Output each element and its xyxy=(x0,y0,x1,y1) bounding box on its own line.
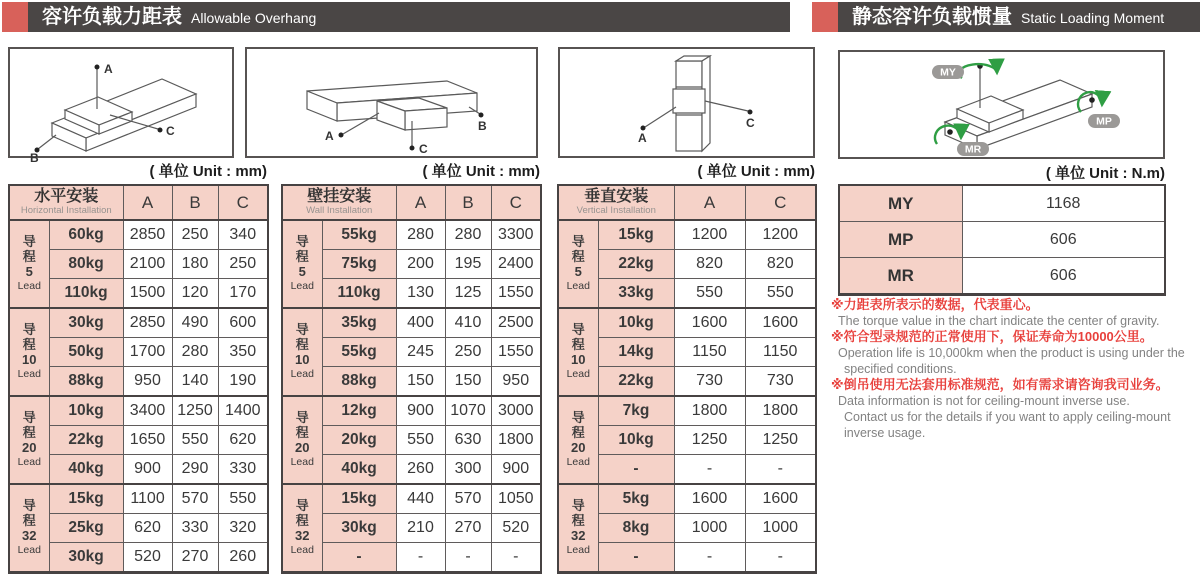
lead-zh: 导程 xyxy=(22,410,36,441)
value-cell: 730 xyxy=(674,367,745,397)
note-line: Contact us for the details if you want to apply ceiling-mount xyxy=(844,410,1171,424)
value-cell: 290 xyxy=(172,455,218,485)
load-cell: 8kg xyxy=(598,514,674,543)
value-cell: 950 xyxy=(491,367,541,397)
load-cell: 88kg xyxy=(49,367,123,397)
value-cell: 245 xyxy=(396,338,445,367)
value-cell: 330 xyxy=(218,455,268,485)
load-cell: 110kg xyxy=(49,279,123,309)
notes-block xyxy=(831,297,1203,441)
value-cell: 260 xyxy=(218,543,268,573)
axis-label-a: A xyxy=(325,129,334,143)
table-row xyxy=(558,308,816,338)
value-cell: 2400 xyxy=(491,250,541,279)
value-cell: 1250 xyxy=(745,426,816,455)
value-cell: 1600 xyxy=(745,484,816,514)
table-row xyxy=(839,185,1165,222)
wall-rail-drawing xyxy=(247,49,536,156)
value-cell: 900 xyxy=(396,396,445,426)
value-cell: 550 xyxy=(396,426,445,455)
value-cell: - xyxy=(491,543,541,573)
horizontal-installation-diagram xyxy=(8,47,234,165)
table-row xyxy=(9,484,268,514)
value-cell: 550 xyxy=(218,484,268,514)
value-cell: 1250 xyxy=(172,396,218,426)
note-line: ※力距表所表示的数据，代表重心。 xyxy=(831,297,1039,312)
value-cell: 900 xyxy=(123,455,172,485)
value-cell: 260 xyxy=(396,455,445,485)
load-cell: 33kg xyxy=(598,279,674,309)
value-cell: 280 xyxy=(396,220,445,250)
value-cell: 630 xyxy=(445,426,491,455)
value-cell: 1050 xyxy=(491,484,541,514)
column-header-c: C xyxy=(745,185,816,220)
value-cell: 1800 xyxy=(745,396,816,426)
note-line: Data information is not for ceiling-mount inverse use. xyxy=(838,394,1130,408)
table-header-row xyxy=(558,185,816,220)
value-cell: 280 xyxy=(445,220,491,250)
horizontal-rail-drawing xyxy=(10,49,232,165)
lead-num: 5 xyxy=(574,264,582,280)
lead-en: Lead xyxy=(290,280,314,293)
value-cell: 1650 xyxy=(123,426,172,455)
value-cell: 125 xyxy=(445,279,491,309)
load-cell: 12kg xyxy=(322,396,396,426)
lead-group-cell xyxy=(9,396,49,484)
table-row xyxy=(282,220,541,250)
wall-installation-table xyxy=(281,184,542,574)
table-row xyxy=(558,484,816,514)
value-cell: 250 xyxy=(172,220,218,250)
lead-en: Lead xyxy=(566,456,590,469)
value-cell: 250 xyxy=(445,338,491,367)
mp-badge-label: MP xyxy=(1096,115,1112,128)
value-cell: - xyxy=(396,543,445,573)
axis-label-c: C xyxy=(746,116,755,130)
value-cell: 130 xyxy=(396,279,445,309)
lead-en: Lead xyxy=(17,368,41,381)
lead-num: 32 xyxy=(571,528,586,544)
table-row xyxy=(9,308,268,338)
lead-group-cell xyxy=(282,396,322,484)
red-accent-square xyxy=(2,2,28,32)
value-cell: 190 xyxy=(218,367,268,397)
axis-label-b: B xyxy=(478,119,487,133)
lead-en: Lead xyxy=(566,368,590,381)
lead-num: 32 xyxy=(295,528,310,544)
value-cell: - xyxy=(674,455,745,485)
load-cell: 75kg xyxy=(322,250,396,279)
lead-en: Lead xyxy=(290,544,314,557)
unit-label-mm: ( 单位 Unit : mm) xyxy=(149,163,267,180)
table-title-zh: 壁挂安装 xyxy=(307,187,372,205)
load-cell: 40kg xyxy=(49,455,123,485)
axis-label-b: B xyxy=(30,151,39,165)
value-cell: 3400 xyxy=(123,396,172,426)
value-cell: 280 xyxy=(172,338,218,367)
lead-zh: 导程 xyxy=(295,234,309,265)
section-title-en: Static Loading Moment xyxy=(1021,10,1165,26)
table-row xyxy=(9,220,268,250)
lead-group-cell xyxy=(558,220,598,308)
lead-en: Lead xyxy=(17,280,41,293)
table-title-cell xyxy=(9,185,123,220)
lead-group-cell xyxy=(9,220,49,308)
unit-label-mm: ( 单位 Unit : mm) xyxy=(422,163,540,180)
column-header-a: A xyxy=(123,185,172,220)
section-header-static-loading-moment xyxy=(812,2,1200,32)
note-line: specified conditions. xyxy=(844,362,957,376)
value-cell: 1500 xyxy=(123,279,172,309)
lead-en: Lead xyxy=(290,456,314,469)
load-cell: 40kg xyxy=(322,455,396,485)
mr-badge-label: MR xyxy=(964,143,982,156)
value-cell: 2850 xyxy=(123,220,172,250)
value-cell: 1150 xyxy=(674,338,745,367)
value-cell: 270 xyxy=(445,514,491,543)
axis-label-a: A xyxy=(638,131,647,145)
table-row xyxy=(839,222,1165,258)
lead-en: Lead xyxy=(17,456,41,469)
load-cell: 10kg xyxy=(598,308,674,338)
value-cell: 1550 xyxy=(491,338,541,367)
lead-zh: 导程 xyxy=(295,410,309,441)
value-cell: 440 xyxy=(396,484,445,514)
axis-label-c: C xyxy=(166,124,175,138)
note-line: ※倒吊使用无法套用标准规范，如有需求请咨询我司业务。 xyxy=(831,377,1169,392)
value-cell: 820 xyxy=(745,250,816,279)
load-cell: 5kg xyxy=(598,484,674,514)
value-cell: 1600 xyxy=(745,308,816,338)
vertical-rail-drawing xyxy=(560,49,813,156)
value-cell: 3300 xyxy=(491,220,541,250)
value-cell: 350 xyxy=(218,338,268,367)
lead-num: 32 xyxy=(22,528,37,544)
moment-value-mr: 606 xyxy=(962,258,1165,295)
load-cell: 10kg xyxy=(598,426,674,455)
value-cell: 1800 xyxy=(674,396,745,426)
load-cell: 50kg xyxy=(49,338,123,367)
value-cell: 2500 xyxy=(491,308,541,338)
value-cell: 520 xyxy=(491,514,541,543)
table-row xyxy=(9,396,268,426)
value-cell: 1100 xyxy=(123,484,172,514)
my-badge-label: MY xyxy=(940,66,956,79)
value-cell: 120 xyxy=(172,279,218,309)
value-cell: 900 xyxy=(491,455,541,485)
table-title-en: Wall Installation xyxy=(306,204,373,216)
value-cell: 150 xyxy=(396,367,445,397)
load-cell: 35kg xyxy=(322,308,396,338)
note-line: inverse usage. xyxy=(844,426,926,440)
section-title-zh: 静态容许负载惯量 xyxy=(852,6,1012,28)
table-row xyxy=(558,220,816,250)
unit-label-mm: ( 单位 Unit : mm) xyxy=(697,163,815,180)
value-cell: 1250 xyxy=(674,426,745,455)
load-cell: 60kg xyxy=(49,220,123,250)
value-cell: 200 xyxy=(396,250,445,279)
moment-label-my: MY xyxy=(839,185,962,222)
value-cell: 210 xyxy=(396,514,445,543)
red-accent-square xyxy=(812,2,838,32)
table-title-zh: 水平安装 xyxy=(34,187,99,205)
value-cell: 620 xyxy=(218,426,268,455)
value-cell: - xyxy=(445,543,491,573)
value-cell: 2850 xyxy=(123,308,172,338)
lead-group-cell xyxy=(282,484,322,573)
lead-zh: 导程 xyxy=(571,410,585,441)
value-cell: 170 xyxy=(218,279,268,309)
axis-label-c: C xyxy=(419,142,428,156)
load-cell: 25kg xyxy=(49,514,123,543)
lead-en: Lead xyxy=(566,544,590,557)
value-cell: 250 xyxy=(218,250,268,279)
lead-zh: 导程 xyxy=(571,322,585,353)
value-cell: 410 xyxy=(445,308,491,338)
lead-num: 10 xyxy=(22,352,37,368)
value-cell: 400 xyxy=(396,308,445,338)
value-cell: 570 xyxy=(445,484,491,514)
table-title-cell xyxy=(558,185,674,220)
table-row xyxy=(282,308,541,338)
value-cell: 150 xyxy=(445,367,491,397)
load-cell: 22kg xyxy=(49,426,123,455)
value-cell: 730 xyxy=(745,367,816,397)
load-cell: 15kg xyxy=(49,484,123,514)
load-cell: 30kg xyxy=(49,308,123,338)
lead-group-cell xyxy=(558,396,598,484)
value-cell: 570 xyxy=(172,484,218,514)
value-cell: 1400 xyxy=(218,396,268,426)
table-header-row xyxy=(9,185,268,220)
moment-value-my: 1168 xyxy=(962,185,1165,222)
table-header-row xyxy=(282,185,541,220)
lead-en: Lead xyxy=(17,544,41,557)
value-cell: 320 xyxy=(218,514,268,543)
value-cell: 620 xyxy=(123,514,172,543)
load-cell: 15kg xyxy=(598,220,674,250)
value-cell: 1600 xyxy=(674,308,745,338)
value-cell: 1200 xyxy=(745,220,816,250)
value-cell: 3000 xyxy=(491,396,541,426)
column-header-b: B xyxy=(445,185,491,220)
column-header-a: A xyxy=(396,185,445,220)
load-cell: 20kg xyxy=(322,426,396,455)
value-cell: 950 xyxy=(123,367,172,397)
unit-label-nm: ( 单位 Unit : N.m) xyxy=(1045,165,1165,182)
lead-num: 20 xyxy=(22,440,37,456)
value-cell: 140 xyxy=(172,367,218,397)
moment-label-mr: MR xyxy=(839,258,962,295)
value-cell: 1000 xyxy=(745,514,816,543)
load-cell: 14kg xyxy=(598,338,674,367)
value-cell: 1700 xyxy=(123,338,172,367)
value-cell: - xyxy=(745,543,816,573)
value-cell: 520 xyxy=(123,543,172,573)
value-cell: 1200 xyxy=(674,220,745,250)
value-cell: 820 xyxy=(674,250,745,279)
section-header-bar xyxy=(28,2,790,32)
lead-group-cell xyxy=(282,220,322,308)
lead-num: 5 xyxy=(25,264,33,280)
lead-group-cell xyxy=(9,484,49,573)
value-cell: 1800 xyxy=(491,426,541,455)
load-cell: 7kg xyxy=(598,396,674,426)
lead-group-cell xyxy=(9,308,49,396)
lead-en: Lead xyxy=(566,280,590,293)
value-cell: 1070 xyxy=(445,396,491,426)
table-row xyxy=(839,258,1165,295)
load-cell: - xyxy=(598,455,674,485)
moment-rail-drawing xyxy=(840,52,1163,157)
table-title-en: Horizontal Installation xyxy=(20,204,112,216)
load-cell: 10kg xyxy=(49,396,123,426)
table-row xyxy=(282,484,541,514)
lead-group-cell xyxy=(282,308,322,396)
value-cell: 195 xyxy=(445,250,491,279)
load-cell: 15kg xyxy=(322,484,396,514)
value-cell: 550 xyxy=(172,426,218,455)
value-cell: 550 xyxy=(674,279,745,309)
value-cell: - xyxy=(745,455,816,485)
lead-zh: 导程 xyxy=(571,234,585,265)
value-cell: 1600 xyxy=(674,484,745,514)
table-row xyxy=(282,396,541,426)
moment-value-mp: 606 xyxy=(962,222,1165,258)
value-cell: 490 xyxy=(172,308,218,338)
lead-zh: 导程 xyxy=(571,498,585,529)
lead-num: 10 xyxy=(571,352,586,368)
value-cell: 2100 xyxy=(123,250,172,279)
value-cell: 180 xyxy=(172,250,218,279)
lead-num: 20 xyxy=(571,440,586,456)
lead-group-cell xyxy=(558,484,598,573)
load-cell: 30kg xyxy=(49,543,123,573)
table-row xyxy=(558,396,816,426)
lead-zh: 导程 xyxy=(22,498,36,529)
moment-label-mp: MP xyxy=(839,222,962,258)
table-title-zh: 垂直安装 xyxy=(584,187,649,205)
lead-zh: 导程 xyxy=(295,322,309,353)
vertical-installation-diagram xyxy=(558,47,815,158)
load-cell: 55kg xyxy=(322,338,396,367)
value-cell: 550 xyxy=(745,279,816,309)
axis-label-a: A xyxy=(104,62,113,76)
note-line: The torque value in the chart indicate the center of gravity. xyxy=(838,314,1160,328)
value-cell: 300 xyxy=(445,455,491,485)
load-cell: 22kg xyxy=(598,367,674,397)
section-header-allowable-overhang xyxy=(2,2,790,32)
table-title-en: Vertical Installation xyxy=(576,204,656,216)
static-moment-diagram xyxy=(838,50,1165,159)
note-line: Operation life is 10,000km when the product is using under the xyxy=(838,346,1185,360)
value-cell: 600 xyxy=(218,308,268,338)
load-cell: 30kg xyxy=(322,514,396,543)
value-cell: - xyxy=(674,543,745,573)
vertical-installation-table xyxy=(557,184,817,574)
value-cell: 340 xyxy=(218,220,268,250)
column-header-b: B xyxy=(172,185,218,220)
lead-zh: 导程 xyxy=(22,322,36,353)
load-cell: 110kg xyxy=(322,279,396,309)
column-header-a: A xyxy=(674,185,745,220)
value-cell: 1150 xyxy=(745,338,816,367)
load-cell: - xyxy=(322,543,396,573)
lead-group-cell xyxy=(558,308,598,396)
load-cell: 55kg xyxy=(322,220,396,250)
value-cell: 1550 xyxy=(491,279,541,309)
static-moment-table xyxy=(838,184,1166,296)
lead-num: 5 xyxy=(298,264,306,280)
lead-en: Lead xyxy=(290,368,314,381)
column-header-c: C xyxy=(491,185,541,220)
section-title-zh: 容许负载力距表 xyxy=(42,6,182,28)
value-cell: 270 xyxy=(172,543,218,573)
table-title-cell xyxy=(282,185,396,220)
lead-num: 10 xyxy=(295,352,310,368)
section-title-en: Allowable Overhang xyxy=(191,10,317,26)
wall-installation-diagram xyxy=(245,47,538,158)
note-line: ※符合型录规范的正常使用下，保证寿命为10000公里。 xyxy=(831,329,1153,344)
horizontal-installation-table xyxy=(8,184,269,574)
column-header-c: C xyxy=(218,185,268,220)
load-cell: 88kg xyxy=(322,367,396,397)
lead-zh: 导程 xyxy=(295,498,309,529)
lead-num: 20 xyxy=(295,440,310,456)
section-header-bar xyxy=(838,2,1200,32)
load-cell: 22kg xyxy=(598,250,674,279)
value-cell: 330 xyxy=(172,514,218,543)
load-cell: 80kg xyxy=(49,250,123,279)
value-cell: 1000 xyxy=(674,514,745,543)
lead-zh: 导程 xyxy=(22,234,36,265)
load-cell: - xyxy=(598,543,674,573)
